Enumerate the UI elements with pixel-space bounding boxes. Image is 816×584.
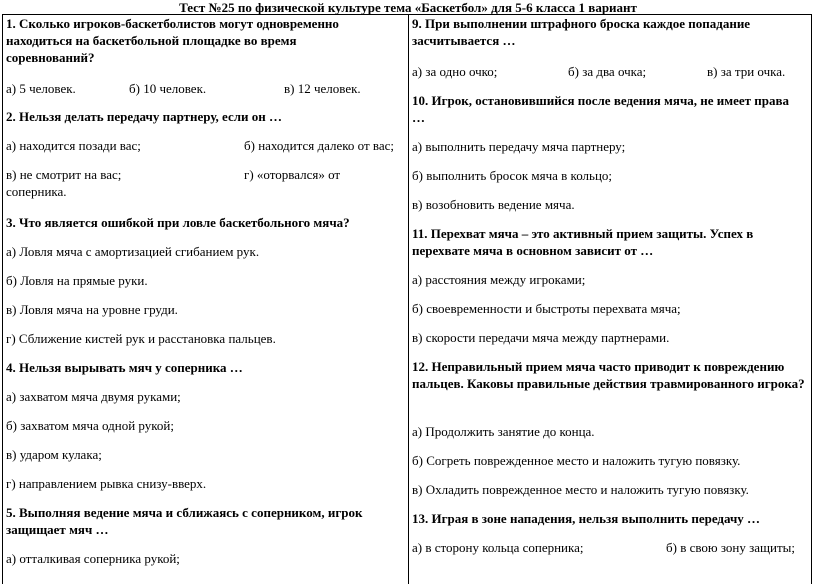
answer-9a: а) за одно очко;: [412, 64, 498, 79]
answer-11b: б) своевременности и быстроты перехвата мяча;: [412, 301, 681, 316]
answer-1c: в) 12 человек.: [284, 81, 361, 96]
answer-1a: а) 5 человек.: [6, 81, 76, 96]
answer-2d: г) «оторвался» от соперника.: [6, 167, 341, 199]
answer-11a: а) расстояния между игроками;: [412, 272, 586, 287]
question-9: 9. При выполнении штрафного броска каждое попадание засчитывается …: [412, 16, 751, 48]
answer-9c: в) за три очка.: [707, 64, 786, 79]
question-10: 10. Игрок, остановившийся после ведения мяча, не имеет права …: [412, 93, 790, 125]
answer-1b: б) 10 человек.: [129, 81, 207, 96]
answer-4a: а) захватом мяча двумя руками;: [6, 389, 181, 404]
answer-10a: а) выполнить передачу мяча партнеру;: [412, 139, 626, 154]
answer-13b: б) в свою зону защиты;: [666, 540, 796, 555]
question-12: 12. Неправильный прием мяча часто приводит к повреждению пальцев. Каковы правильные действия травмированного игрока?: [412, 359, 805, 391]
answer-10b: б) выполнить бросок мяча в кольцо;: [412, 168, 613, 183]
answer-5a: а) отталкивая соперника рукой;: [6, 551, 180, 566]
answer-10c: в) возобновить ведение мяча.: [412, 197, 575, 212]
answer-9b: б) за два очка;: [568, 64, 647, 79]
answer-3d: г) Сближение кистей рук и расстановка пальцев.: [6, 331, 276, 346]
answer-2c: в) не смотрит на вас;: [6, 167, 122, 182]
answer-4b: б) захватом мяча одной рукой;: [6, 418, 174, 433]
question-3: 3. Что является ошибкой при ловле баскетбольного мяча?: [6, 215, 350, 230]
answer-12a: а) Продолжить занятие до конца.: [412, 424, 595, 439]
answer-2b: б) находится далеко от вас;: [244, 138, 395, 153]
question-1: 1. Сколько игроков-баскетболистов могут одновременно находиться на баскетбольной площадке во время соревнований?: [6, 16, 339, 65]
answer-4c: в) ударом кулака;: [6, 447, 102, 462]
question-13: 13. Играя в зоне нападения, нельзя выполнить передачу …: [412, 511, 761, 526]
answer-11c: в) скорости передачи мяча между партнерами.: [412, 330, 670, 345]
answer-13a: а) в сторону кольца соперника;: [412, 540, 584, 555]
answer-2a: а) находится позади вас;: [6, 138, 141, 153]
question-5: 5. Выполняя ведение мяча и сближаясь с соперником, игрок защищает мяч …: [6, 505, 363, 537]
page-title: Тест №25 по физической культуре тема «Баскетбол» для 5-6 класса 1 вариант: [179, 0, 637, 15]
answer-4d: г) направлением рывка снизу-вверх.: [6, 476, 207, 491]
answer-12c: в) Охладить поврежденное место и наложить тугую повязку.: [412, 482, 749, 497]
answer-3a: а) Ловля мяча с амортизацией сгибанием рук.: [6, 244, 260, 259]
answer-12b: б) Согреть поврежденное место и наложить тугую повязку.: [412, 453, 741, 468]
question-11: 11. Перехват мяча – это активный прием защиты. Успех в перехвате мяча в основном зависит от …: [412, 226, 754, 258]
answer-3c: в) Ловля мяча на уровне груди.: [6, 302, 178, 317]
answer-3b: б) Ловля на прямые руки.: [6, 273, 148, 288]
question-2: 2. Нельзя делать передачу партнеру, если он …: [6, 109, 283, 124]
question-4: 4. Нельзя вырывать мяч у соперника …: [6, 360, 243, 375]
column-divider: [408, 14, 409, 584]
